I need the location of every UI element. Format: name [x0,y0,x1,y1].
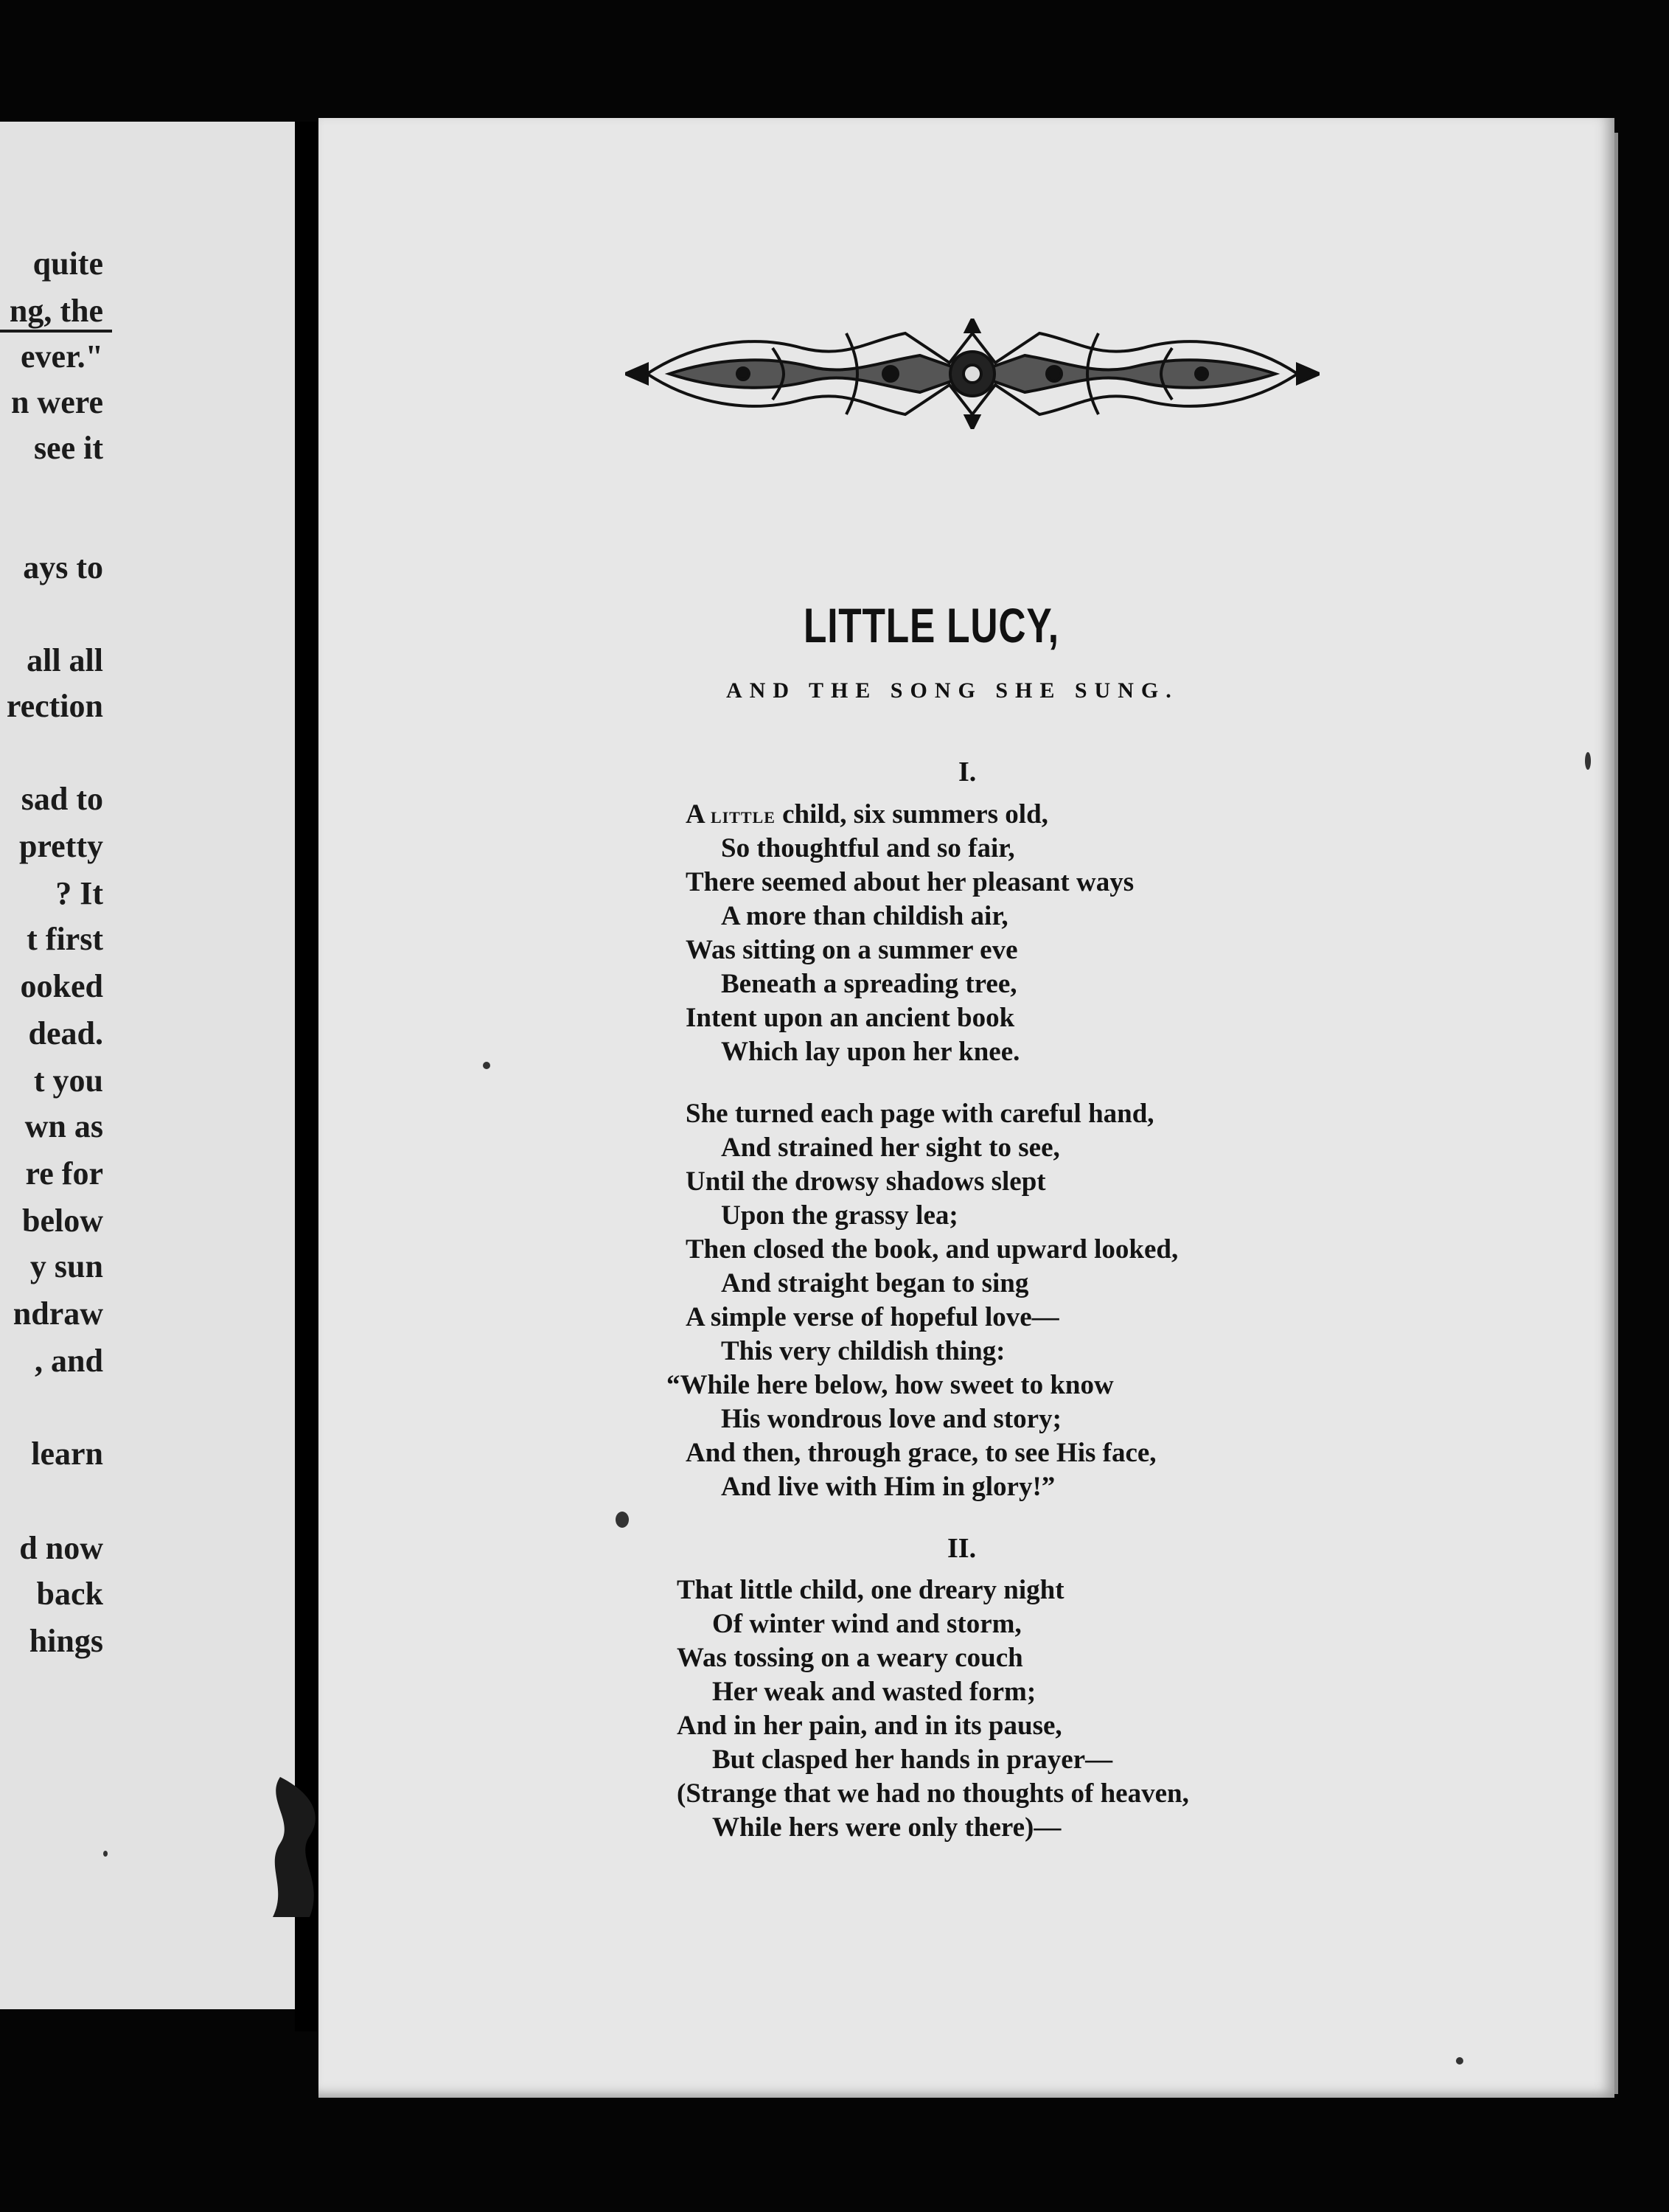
previous-page-line: ooked [20,968,103,1004]
verse-line: Which lay upon her knee. [721,1037,1020,1067]
previous-page-line: wn as [24,1108,103,1144]
previous-page-line: learn [31,1436,103,1472]
verse-line: And strained her sight to see, [721,1133,1060,1163]
verse-line: That little child, one dreary night [677,1575,1065,1605]
previous-page-line: all all [27,642,103,678]
verse-line: Beneath a spreading tree, [721,969,1017,999]
ink-speck [616,1512,629,1528]
verse-line: A more than childish air, [721,901,1008,931]
verse-line: Intent upon an ancient book [686,1003,1015,1033]
previous-page-line: ever." [21,338,103,375]
verse-line: Was sitting on a summer eve [686,935,1018,965]
verse-line: Of winter wind and storm, [712,1609,1022,1639]
verse-line: Was tossing on a weary couch [677,1643,1023,1673]
verse-line: Then closed the book, and upward looked, [686,1234,1179,1265]
verse-line: And then, through grace, to see His face, [686,1438,1157,1468]
previous-page-line: t first [27,921,103,957]
previous-page-line: rection [6,688,103,724]
previous-page-line: re for [25,1155,103,1192]
verse-line: While hers were only there)— [712,1812,1062,1843]
previous-page-line: pretty [18,828,103,864]
poem-title: LITTLE LUCY, [804,598,1059,653]
section-1-stanza-2 [666,1097,1179,1504]
verse-line: So thoughtful and so fair, [721,833,1015,863]
previous-page-line: d now [19,1530,103,1566]
verse-line: There seemed about her pleasant ways [686,867,1135,897]
previous-page-line: back [36,1576,103,1612]
poem-subtitle: AND THE SONG SHE SUNG. [726,678,1179,703]
verse-line: A little child, six summers old, [686,799,1048,830]
verse-line: This very childish thing: [721,1336,1006,1366]
previous-page-line: ? It [55,875,103,911]
ink-speck [483,1062,490,1069]
previous-page-line: ays to [23,549,103,585]
previous-page-line: t you [33,1062,103,1099]
section-number-1: I. [958,757,977,787]
header-rule [0,330,112,333]
verse-line: Until the drowsy shadows slept [686,1166,1046,1197]
ink-speck [1456,2057,1463,2065]
previous-page-line: y sun [29,1248,103,1284]
verse-line: She turned each page with careful hand, [686,1099,1154,1129]
previous-page-line: below [22,1203,103,1239]
verse-line: (Strange that we had no thoughts of heaven, [677,1778,1189,1809]
previous-page-line: hings [29,1623,103,1659]
decorative-ornament [625,319,1320,429]
page-tear-damage [265,1777,332,1917]
previous-page-line: see it [33,430,103,466]
previous-page-line: sad to [21,781,103,817]
verse-line: And in her pain, and in its pause, [677,1711,1062,1741]
section-2-stanza-1 [677,1573,1189,1845]
verse-line: His wondrous love and story; [721,1404,1062,1434]
verse-line: And straight began to sing [721,1268,1029,1298]
ink-speck [103,1851,108,1857]
verse-line: “While here below, how sweet to know [666,1370,1114,1400]
verse-line: Her weak and wasted form; [712,1677,1036,1707]
previous-page-line: n were [10,384,103,420]
previous-page-fragment [0,122,301,2009]
verse-line: Upon the grassy lea; [721,1200,958,1231]
previous-page-line: quite [32,246,103,282]
verse-line: But clasped her hands in prayer— [712,1745,1113,1775]
previous-page-line: ndraw [13,1295,103,1332]
previous-page-line: , and [35,1343,103,1379]
section-number-2: II. [947,1533,977,1564]
previous-page-line: ng, the [9,293,103,329]
verse-line: And live with Him in glory!” [721,1472,1056,1502]
verse-line: A simple verse of hopeful love— [686,1302,1059,1332]
previous-page-line: dead. [28,1015,103,1051]
section-1-stanza-1 [686,798,1134,1069]
book-gutter [295,122,317,2031]
ink-speck [1585,752,1591,770]
